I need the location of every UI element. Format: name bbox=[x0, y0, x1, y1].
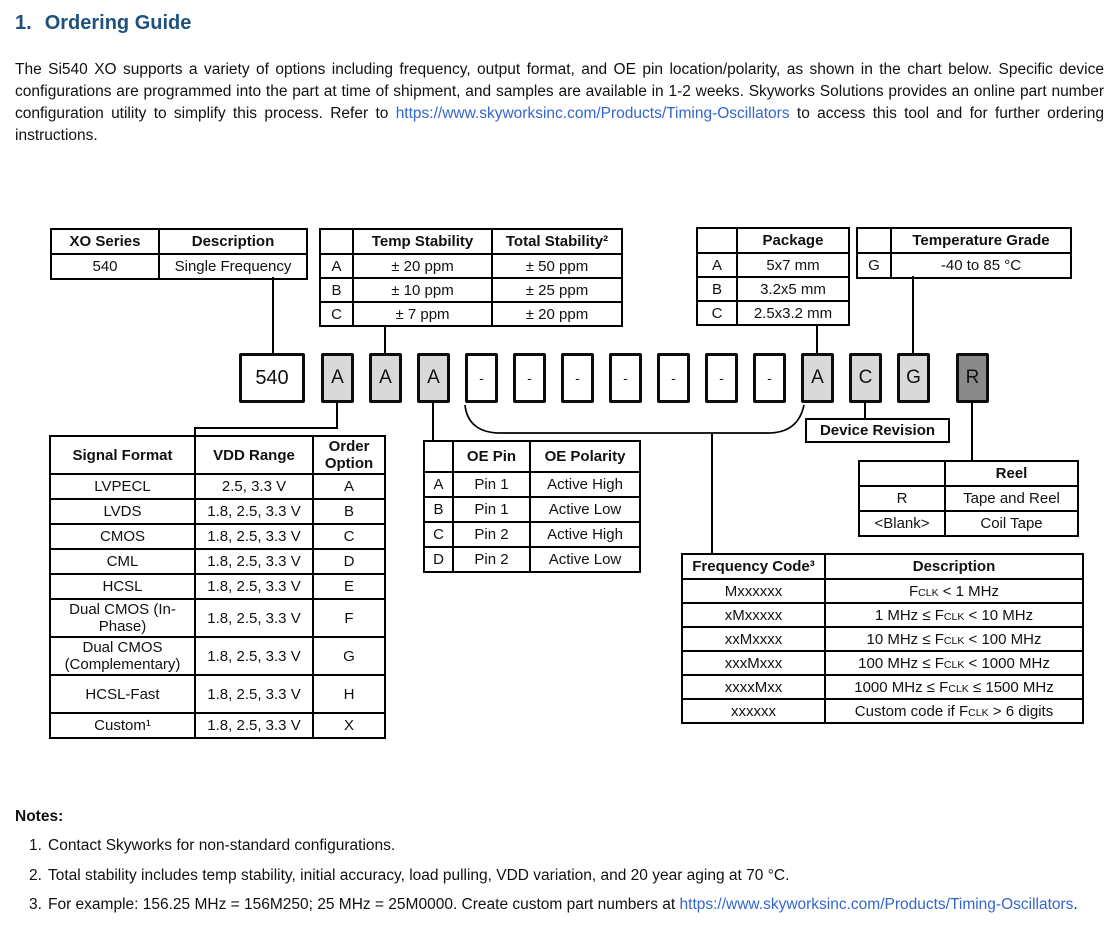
table-row bbox=[682, 603, 1083, 627]
table-row bbox=[682, 579, 1083, 603]
table-cell: H bbox=[313, 675, 385, 713]
part-box-freq-digit: - bbox=[465, 353, 498, 403]
table-cell: C bbox=[313, 524, 385, 549]
table-cell: HCSL-Fast bbox=[50, 675, 195, 713]
table-cell: Pin 1 bbox=[453, 472, 530, 497]
table-cell: 1.8, 2.5, 3.3 V bbox=[195, 675, 313, 713]
connector-line bbox=[971, 403, 973, 461]
curly-brace bbox=[462, 404, 808, 436]
table-cell: F bbox=[313, 599, 385, 637]
part-box-oe: A bbox=[417, 353, 450, 403]
table-cell: Active High bbox=[530, 522, 640, 547]
table-cell: 1.8, 2.5, 3.3 V bbox=[195, 549, 313, 574]
table-cell: 1 MHz ≤ FCLK < 10 MHz bbox=[825, 603, 1083, 627]
table-cell: Active Low bbox=[530, 547, 640, 572]
table-cell: ± 10 ppm bbox=[353, 278, 492, 302]
table-cell: X bbox=[313, 713, 385, 738]
table-cell: xxxxMxx bbox=[682, 675, 825, 699]
table-cell: ± 50 ppm bbox=[492, 254, 622, 278]
connector-line bbox=[912, 276, 914, 353]
part-box-device-revision: C bbox=[849, 353, 882, 403]
column-header: Total Stability² bbox=[492, 229, 622, 254]
table-cell: A bbox=[424, 472, 453, 497]
table-row bbox=[50, 549, 385, 574]
connector-line bbox=[384, 325, 386, 353]
table-row bbox=[320, 254, 622, 278]
page-title bbox=[15, 12, 191, 35]
table-row bbox=[50, 499, 385, 524]
signal-format-table bbox=[49, 435, 386, 739]
table-cell: E bbox=[313, 574, 385, 599]
connector-line bbox=[864, 403, 866, 419]
table-cell: 1.8, 2.5, 3.3 V bbox=[195, 599, 313, 637]
table-cell: D bbox=[313, 549, 385, 574]
temperature-grade-table bbox=[856, 227, 1072, 279]
table-cell: G bbox=[857, 253, 891, 278]
table-row bbox=[50, 574, 385, 599]
table-cell: A bbox=[320, 254, 353, 278]
table-cell: G bbox=[313, 637, 385, 675]
intro-paragraph bbox=[15, 59, 1104, 147]
device-revision-label: Device Revision bbox=[805, 418, 950, 443]
table-cell: ± 20 ppm bbox=[492, 302, 622, 326]
column-header: Temperature Grade bbox=[891, 228, 1071, 253]
note-text: Total stability includes temp stability, initial accuracy, load pulling, VDD variation, and 20 year aging at 70 °C. bbox=[48, 866, 790, 884]
table-cell: ± 25 ppm bbox=[492, 278, 622, 302]
table-cell: 100 MHz ≤ FCLK < 1000 MHz bbox=[825, 651, 1083, 675]
table-cell: <Blank> bbox=[859, 511, 945, 536]
timing-oscillators-link[interactable]: https://www.skyworksinc.com/Products/Timing-Oscillators bbox=[395, 104, 790, 122]
table-cell: 2.5, 3.3 V bbox=[195, 474, 313, 499]
column-header: Temp Stability bbox=[353, 229, 492, 254]
table-cell: xxxMxxx bbox=[682, 651, 825, 675]
column-header: XO Series bbox=[51, 229, 159, 254]
table-cell: Pin 2 bbox=[453, 547, 530, 572]
part-box-freq-digit: - bbox=[753, 353, 786, 403]
notes-section bbox=[15, 806, 1104, 916]
note-item bbox=[15, 865, 1104, 887]
table-cell: D bbox=[424, 547, 453, 572]
note-text: For example: 156.25 MHz = 156M250; 25 MHz = 25M0000. Create custom part numbers at bbox=[48, 896, 680, 913]
part-box-reel: R bbox=[956, 353, 989, 403]
table-row bbox=[50, 637, 385, 675]
table-row bbox=[424, 547, 640, 572]
table-cell: Active Low bbox=[530, 497, 640, 522]
table-cell: LVPECL bbox=[50, 474, 195, 499]
column-header bbox=[859, 461, 945, 486]
table-cell: B bbox=[697, 277, 737, 301]
xo-series-table bbox=[50, 228, 308, 280]
note-number: 1. bbox=[29, 837, 42, 854]
table-row bbox=[50, 675, 385, 713]
part-box-freq-digit: - bbox=[705, 353, 738, 403]
note-item bbox=[15, 894, 1104, 916]
column-header: Signal Format bbox=[50, 436, 195, 474]
stability-table bbox=[319, 228, 623, 327]
table-row bbox=[424, 522, 640, 547]
table-cell: CML bbox=[50, 549, 195, 574]
table-row bbox=[859, 511, 1078, 536]
table-cell: HCSL bbox=[50, 574, 195, 599]
column-header bbox=[424, 441, 453, 472]
table-row bbox=[50, 474, 385, 499]
table-cell: Custom code if FCLK > 6 digits bbox=[825, 699, 1083, 723]
package-table bbox=[696, 227, 850, 326]
table-cell: R bbox=[859, 486, 945, 511]
table-cell: 1000 MHz ≤ FCLK ≤ 1500 MHz bbox=[825, 675, 1083, 699]
reel-table bbox=[858, 460, 1079, 537]
table-cell: 1.8, 2.5, 3.3 V bbox=[195, 713, 313, 738]
part-box-signal-format: A bbox=[321, 353, 354, 403]
connector-line bbox=[432, 403, 434, 440]
table-cell: 1.8, 2.5, 3.3 V bbox=[195, 524, 313, 549]
connector-line bbox=[336, 403, 338, 429]
table-cell: xMxxxxx bbox=[682, 603, 825, 627]
table-row bbox=[697, 253, 849, 277]
table-row bbox=[50, 524, 385, 549]
note-item bbox=[15, 835, 1104, 857]
part-box-freq-digit: - bbox=[561, 353, 594, 403]
part-box-package: A bbox=[801, 353, 834, 403]
table-cell: B bbox=[424, 497, 453, 522]
intro-text-before: The Si540 XO supports a variety of options including frequency, output format, and OE pin location/polarity, as shown in the chart below. Specific device configurations are programmed into the part at time of shipment, and samples are available in 1-2 weeks. Skyworks Solutions provides an online part number configuration utility to simplify this process. Refer to bbox=[15, 61, 1104, 122]
note-number: 2. bbox=[29, 866, 42, 884]
table-cell: Tape and Reel bbox=[945, 486, 1078, 511]
table-cell: Dual CMOS (In-Phase) bbox=[50, 599, 195, 637]
table-row bbox=[50, 599, 385, 637]
table-row bbox=[682, 627, 1083, 651]
table-cell: LVDS bbox=[50, 499, 195, 524]
table-cell: 1.8, 2.5, 3.3 V bbox=[195, 499, 313, 524]
table-row bbox=[697, 277, 849, 301]
table-cell: C bbox=[424, 522, 453, 547]
table-cell: Pin 1 bbox=[453, 497, 530, 522]
custom-part-numbers-link[interactable]: https://www.skyworksinc.com/Products/Timing-Oscillators bbox=[679, 896, 1074, 913]
column-header: Package bbox=[737, 228, 849, 253]
column-header bbox=[320, 229, 353, 254]
column-header: VDD Range bbox=[195, 436, 313, 474]
connector-line bbox=[272, 277, 274, 353]
column-header bbox=[697, 228, 737, 253]
column-header: OE Polarity bbox=[530, 441, 640, 472]
table-cell: 10 MHz ≤ FCLK < 100 MHz bbox=[825, 627, 1083, 651]
table-cell: Coil Tape bbox=[945, 511, 1078, 536]
table-row bbox=[50, 713, 385, 738]
table-cell: 3.2x5 mm bbox=[737, 277, 849, 301]
table-cell: CMOS bbox=[50, 524, 195, 549]
part-box-freq-digit: - bbox=[657, 353, 690, 403]
part-box-stability: A bbox=[369, 353, 402, 403]
table-cell: 5x7 mm bbox=[737, 253, 849, 277]
part-box-freq-digit: - bbox=[609, 353, 642, 403]
column-header bbox=[857, 228, 891, 253]
part-box-temp-grade: G bbox=[897, 353, 930, 403]
table-row bbox=[424, 472, 640, 497]
notes-title: Notes: bbox=[15, 808, 64, 825]
table-cell: FCLK < 1 MHz bbox=[825, 579, 1083, 603]
column-header: Reel bbox=[945, 461, 1078, 486]
table-cell: Pin 2 bbox=[453, 522, 530, 547]
intro-text-after: to access this tool and for further ordering instructions. bbox=[15, 104, 1104, 144]
table-cell: C bbox=[697, 301, 737, 325]
connector-line bbox=[711, 433, 713, 554]
column-header: Frequency Code³ bbox=[682, 554, 825, 579]
oe-table bbox=[423, 440, 641, 573]
column-header: Order Option bbox=[313, 436, 385, 474]
table-row bbox=[320, 302, 622, 326]
column-header: OE Pin bbox=[453, 441, 530, 472]
table-cell: Active High bbox=[530, 472, 640, 497]
table-cell: xxMxxxx bbox=[682, 627, 825, 651]
column-header: Description bbox=[825, 554, 1083, 579]
table-cell: Custom¹ bbox=[50, 713, 195, 738]
frequency-code-table bbox=[681, 553, 1084, 724]
table-row bbox=[682, 675, 1083, 699]
table-row bbox=[857, 253, 1071, 278]
table-cell: 1.8, 2.5, 3.3 V bbox=[195, 574, 313, 599]
note-text: Contact Skyworks for non-standard configurations. bbox=[48, 837, 396, 854]
table-cell: ± 20 ppm bbox=[353, 254, 492, 278]
table-row bbox=[424, 497, 640, 522]
table-cell: A bbox=[697, 253, 737, 277]
connector-line bbox=[194, 427, 338, 429]
column-header: Description bbox=[159, 229, 307, 254]
note-text: . bbox=[1073, 896, 1078, 913]
part-box-freq-digit: - bbox=[513, 353, 546, 403]
table-cell: B bbox=[320, 278, 353, 302]
table-cell: ± 7 ppm bbox=[353, 302, 492, 326]
table-cell: 2.5x3.2 mm bbox=[737, 301, 849, 325]
table-cell: Dual CMOS (Complementary) bbox=[50, 637, 195, 675]
table-row bbox=[697, 301, 849, 325]
table-cell: -40 to 85 °C bbox=[891, 253, 1071, 278]
table-row bbox=[682, 699, 1083, 723]
table-cell: A bbox=[313, 474, 385, 499]
table-row bbox=[859, 486, 1078, 511]
table-row bbox=[682, 651, 1083, 675]
table-cell: Single Frequency bbox=[159, 254, 307, 279]
note-number: 3. bbox=[29, 896, 42, 913]
table-cell: 1.8, 2.5, 3.3 V bbox=[195, 637, 313, 675]
table-cell: B bbox=[313, 499, 385, 524]
section-title: Ordering Guide bbox=[44, 12, 192, 34]
section-number: 1. bbox=[15, 12, 32, 34]
table-row bbox=[51, 254, 307, 279]
connector-line bbox=[816, 324, 818, 353]
table-cell: Mxxxxxx bbox=[682, 579, 825, 603]
table-row bbox=[320, 278, 622, 302]
part-box-series: 540 bbox=[239, 353, 305, 403]
table-cell: 540 bbox=[51, 254, 159, 279]
table-cell: C bbox=[320, 302, 353, 326]
table-cell: xxxxxx bbox=[682, 699, 825, 723]
